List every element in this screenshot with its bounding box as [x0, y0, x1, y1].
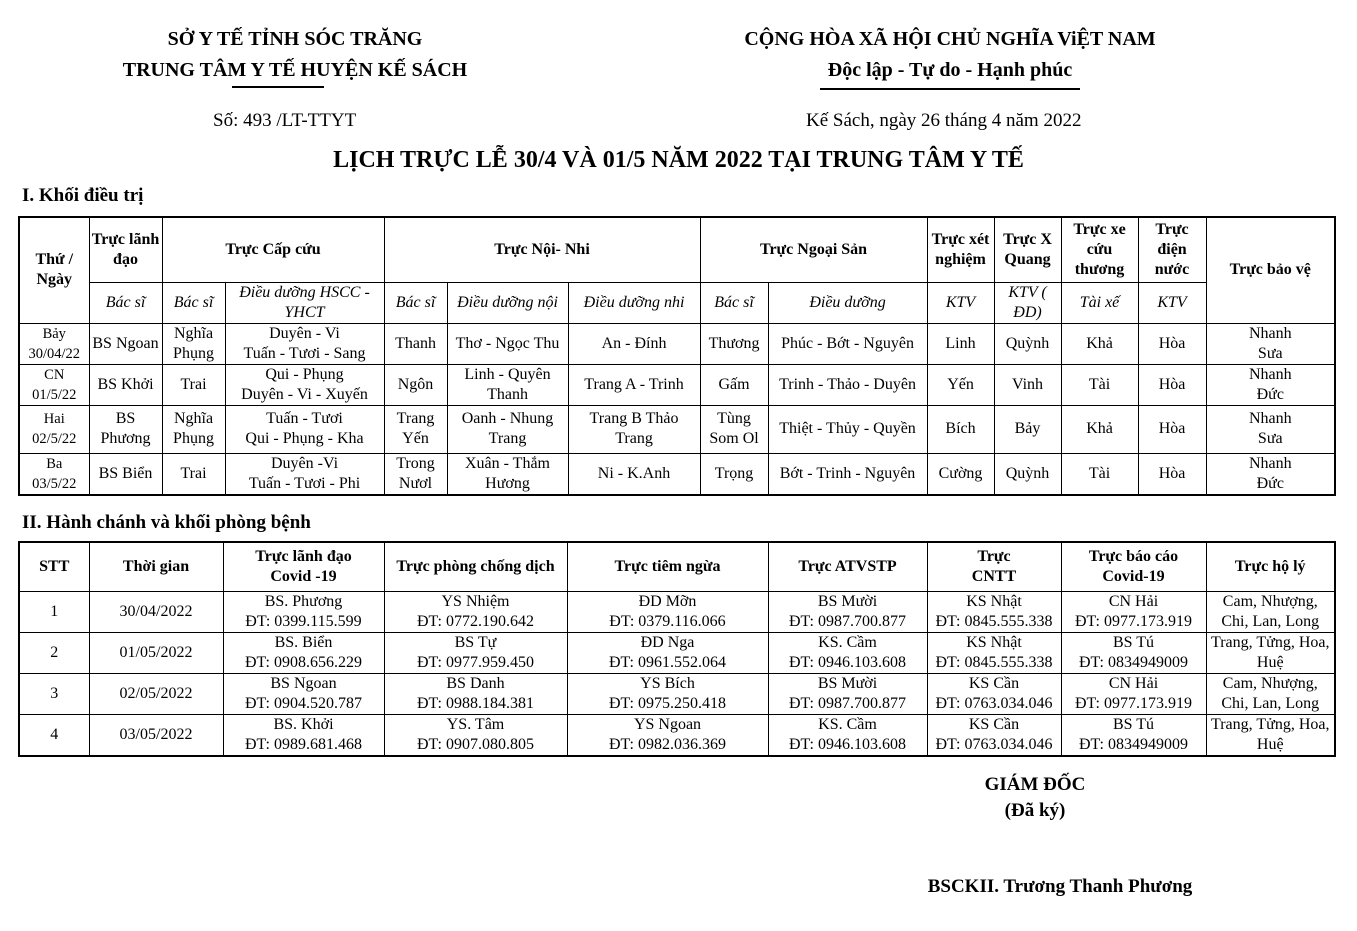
it-cell: KS Cần ĐT: 0763.034.046 — [927, 673, 1061, 714]
em-doctor-cell: Nghĩa Phụng — [162, 323, 225, 364]
in-doctor-cell: Trong Nươl — [384, 453, 447, 495]
in-nurse-internal-cell: Thơ - Ngọc Thu — [447, 323, 568, 364]
in-nurse-pediatric-cell: Trang A - Trinh — [568, 364, 700, 405]
lab-cell: Yến — [927, 364, 994, 405]
covid-report-cell: BS Tú ĐT: 0834949009 — [1061, 714, 1206, 756]
orderly-cell: Trang, Tửng, Hoa, Huệ — [1206, 632, 1335, 673]
su-nurse-cell: Trinh - Thảo - Duyên — [768, 364, 927, 405]
food-safety-cell: KS. Cầm ĐT: 0946.103.608 — [768, 714, 927, 756]
su-doctor-cell: Thương — [700, 323, 768, 364]
subheader-in-nurse-internal: Điều dưỡng nội — [447, 282, 568, 323]
admin-schedule-table — [18, 541, 1336, 757]
table-row — [19, 453, 1335, 495]
header-food-safety: Trực ATVSTP — [768, 542, 927, 591]
divider — [232, 86, 324, 88]
in-nurse-internal-cell: Oanh - Nhung Trang — [447, 405, 568, 453]
utility-cell: Hòa — [1138, 405, 1206, 453]
section-1-heading: I. Khối điều trị — [22, 185, 144, 206]
header-it: Trực CNTT — [927, 542, 1061, 591]
leader-cell: BS. Khởi ĐT: 0989.681.468 — [223, 714, 384, 756]
xray-cell: Quỳnh — [994, 453, 1061, 495]
subheader-su-doctor: Bác sĩ — [700, 282, 768, 323]
header-stt: STT — [19, 542, 89, 591]
header-lab: Trực xét nghiệm — [927, 217, 994, 282]
in-nurse-pediatric-cell: Ni - K.Anh — [568, 453, 700, 495]
document-title: LỊCH TRỰC LỄ 30/4 VÀ 01/5 NĂM 2022 TẠI TRUNG TÂM Y TẾ — [333, 147, 1024, 173]
driver-cell: Khả — [1061, 323, 1138, 364]
leader-cell: BS Khởi — [89, 364, 162, 405]
document-number: Số: 493 /LT-TTYT — [213, 110, 357, 131]
leader-cell: BS Biển — [89, 453, 162, 495]
header-xray: Trực X Quang — [994, 217, 1061, 282]
utility-cell: Hòa — [1138, 364, 1206, 405]
driver-cell: Tài — [1061, 364, 1138, 405]
national-heading — [700, 24, 1200, 90]
food-safety-cell: KS. Cầm ĐT: 0946.103.608 — [768, 632, 927, 673]
table-row — [19, 632, 1335, 673]
food-safety-cell: BS Mười ĐT: 0987.700.877 — [768, 673, 927, 714]
day-cell: Hai 02/5/22 — [19, 405, 89, 453]
header-orderly: Trực hộ lý — [1206, 542, 1335, 591]
orderly-cell: Trang, Tửng, Hoa, Huệ — [1206, 714, 1335, 756]
covid-report-cell: CN Hải ĐT: 0977.173.919 — [1061, 591, 1206, 632]
leader-cell: BS Ngoan — [89, 323, 162, 364]
subheader-in-doctor: Bác sĩ — [384, 282, 447, 323]
su-doctor-cell: Gấm — [700, 364, 768, 405]
em-nurse-cell: Tuấn - Tươi Qui - Phụng - Kha — [225, 405, 384, 453]
table-row — [19, 323, 1335, 364]
stt-cell: 3 — [19, 673, 89, 714]
lab-cell: Bích — [927, 405, 994, 453]
in-doctor-cell: Thanh — [384, 323, 447, 364]
header-covid-report: Trực báo cáo Covid-19 — [1061, 542, 1206, 591]
em-doctor-cell: Nghĩa Phụng — [162, 405, 225, 453]
epidemic-cell: BS Danh ĐT: 0988.184.381 — [384, 673, 567, 714]
xray-cell: Bảy — [994, 405, 1061, 453]
em-doctor-cell: Trai — [162, 453, 225, 495]
header-utility: Trực điện nước — [1138, 217, 1206, 282]
place-date: Kế Sách, ngày 26 tháng 4 năm 2022 — [806, 110, 1082, 131]
security-cell: Nhanh Đức — [1206, 453, 1335, 495]
table-row — [19, 405, 1335, 453]
lab-cell: Cường — [927, 453, 994, 495]
header-security: Trực bảo vệ — [1206, 217, 1335, 323]
header-surgery-obstetrics: Trực Ngoại Sản — [700, 217, 927, 282]
security-cell: Nhanh Đức — [1206, 364, 1335, 405]
subheader-su-nurse: Điều dưỡng — [768, 282, 927, 323]
security-cell: Nhanh Sưa — [1206, 405, 1335, 453]
em-nurse-cell: Duyên -Vi Tuấn - Tươi - Phi — [225, 453, 384, 495]
day-cell: Bảy 30/04/22 — [19, 323, 89, 364]
stt-cell: 2 — [19, 632, 89, 673]
table-row — [19, 364, 1335, 405]
agency-parent: SỞ Y TẾ TỈNH SÓC TRĂNG — [167, 28, 423, 50]
subheader-driver: Tài xế — [1061, 282, 1138, 323]
driver-cell: Khả — [1061, 405, 1138, 453]
em-nurse-cell: Duyên - Vi Tuấn - Tươi - Sang — [225, 323, 384, 364]
subheader-em-doctor: Bác sĩ — [162, 282, 225, 323]
vaccination-cell: YS Ngoan ĐT: 0982.036.369 — [567, 714, 768, 756]
signer-role: GIÁM ĐỐC — [984, 774, 1086, 795]
time-cell: 30/04/2022 — [89, 591, 223, 632]
su-doctor-cell: Tùng Som Ol — [700, 405, 768, 453]
table-row — [19, 591, 1335, 632]
epidemic-cell: YS. Tâm ĐT: 0907.080.805 — [384, 714, 567, 756]
stt-cell: 1 — [19, 591, 89, 632]
vaccination-cell: YS Bích ĐT: 0975.250.418 — [567, 673, 768, 714]
time-cell: 01/05/2022 — [89, 632, 223, 673]
driver-cell: Tài — [1061, 453, 1138, 495]
vaccination-cell: ĐD Mỡn ĐT: 0379.116.066 — [567, 591, 768, 632]
header-leader: Trực lãnh đạo — [89, 217, 162, 282]
em-nurse-cell: Qui - Phụng Duyên - Vi - Xuyến — [225, 364, 384, 405]
utility-cell: Hòa — [1138, 323, 1206, 364]
covid-report-cell: BS Tú ĐT: 0834949009 — [1061, 632, 1206, 673]
national-motto: Độc lập - Tự do - Hạnh phúc — [820, 55, 1080, 90]
in-nurse-pediatric-cell: An - Đính — [568, 323, 700, 364]
orderly-cell: Cam, Nhượng, Chi, Lan, Long — [1206, 673, 1335, 714]
su-nurse-cell: Thiệt - Thủy - Quyền — [768, 405, 927, 453]
xray-cell: Quỳnh — [994, 323, 1061, 364]
su-doctor-cell: Trọng — [700, 453, 768, 495]
section-2-heading: II. Hành chánh và khối phòng bệnh — [22, 512, 311, 533]
header-time: Thời gian — [89, 542, 223, 591]
header-ambulance: Trực xe cứu thương — [1061, 217, 1138, 282]
xray-cell: Vinh — [994, 364, 1061, 405]
security-cell: Nhanh Sưa — [1206, 323, 1335, 364]
stt-cell: 4 — [19, 714, 89, 756]
day-cell: Ba 03/5/22 — [19, 453, 89, 495]
signer-name: BSCKII. Trương Thanh Phương — [927, 876, 1193, 897]
epidemic-cell: YS Nhiệm ĐT: 0772.190.642 — [384, 591, 567, 632]
header-internal-pediatric: Trực Nội- Nhi — [384, 217, 700, 282]
table-row — [19, 673, 1335, 714]
su-nurse-cell: Bớt - Trinh - Nguyên — [768, 453, 927, 495]
leader-cell: BS Phương — [89, 405, 162, 453]
utility-cell: Hòa — [1138, 453, 1206, 495]
time-cell: 03/05/2022 — [89, 714, 223, 756]
subheader-utility-tech: KTV — [1138, 282, 1206, 323]
food-safety-cell: BS Mười ĐT: 0987.700.877 — [768, 591, 927, 632]
lab-cell: Linh — [927, 323, 994, 364]
vaccination-cell: ĐD Nga ĐT: 0961.552.064 — [567, 632, 768, 673]
treatment-schedule-table — [18, 216, 1336, 496]
it-cell: KS Cần ĐT: 0763.034.046 — [927, 714, 1061, 756]
header-day: Thứ / Ngày — [19, 217, 89, 323]
leader-cell: BS Ngoan ĐT: 0904.520.787 — [223, 673, 384, 714]
em-doctor-cell: Trai — [162, 364, 225, 405]
in-doctor-cell: Ngôn — [384, 364, 447, 405]
covid-report-cell: CN Hải ĐT: 0977.173.919 — [1061, 673, 1206, 714]
epidemic-cell: BS Tự ĐT: 0977.959.450 — [384, 632, 567, 673]
subheader-leader-doctor: Bác sĩ — [89, 282, 162, 323]
agency-name: TRUNG TÂM Y TẾ HUYỆN KẾ SÁCH — [122, 59, 468, 81]
signature-block — [855, 772, 1215, 824]
su-nurse-cell: Phúc - Bớt - Nguyên — [768, 323, 927, 364]
in-nurse-internal-cell: Xuân - Thắm Hương — [447, 453, 568, 495]
issuing-agency — [60, 24, 530, 86]
in-doctor-cell: Trang Yến — [384, 405, 447, 453]
orderly-cell: Cam, Nhượng, Chi, Lan, Long — [1206, 591, 1335, 632]
day-cell: CN 01/5/22 — [19, 364, 89, 405]
in-nurse-pediatric-cell: Trang B Thảo Trang — [568, 405, 700, 453]
subheader-in-nurse-pediatric: Điều dưỡng nhi — [568, 282, 700, 323]
subheader-em-nurse: Điều dưỡng HSCC - YHCT — [225, 282, 384, 323]
header-vaccination: Trực tiêm ngừa — [567, 542, 768, 591]
it-cell: KS Nhật ĐT: 0845.555.338 — [927, 632, 1061, 673]
leader-cell: BS. Phương ĐT: 0399.115.599 — [223, 591, 384, 632]
it-cell: KS Nhật ĐT: 0845.555.338 — [927, 591, 1061, 632]
leader-cell: BS. Biển ĐT: 0908.656.229 — [223, 632, 384, 673]
time-cell: 02/05/2022 — [89, 673, 223, 714]
country-name: CỘNG HÒA XÃ HỘI CHỦ NGHĨA ViỆT NAM — [744, 28, 1156, 50]
table-row — [19, 714, 1335, 756]
in-nurse-internal-cell: Linh - Quyên Thanh — [447, 364, 568, 405]
subheader-xray-tech: KTV ( ĐD) — [994, 282, 1061, 323]
signed-status: (Đã ký) — [1004, 800, 1066, 821]
header-leader-covid: Trực lãnh đạo Covid -19 — [223, 542, 384, 591]
header-emergency: Trực Cấp cứu — [162, 217, 384, 282]
header-epidemic: Trực phòng chống dịch — [384, 542, 567, 591]
subheader-lab-tech: KTV — [927, 282, 994, 323]
